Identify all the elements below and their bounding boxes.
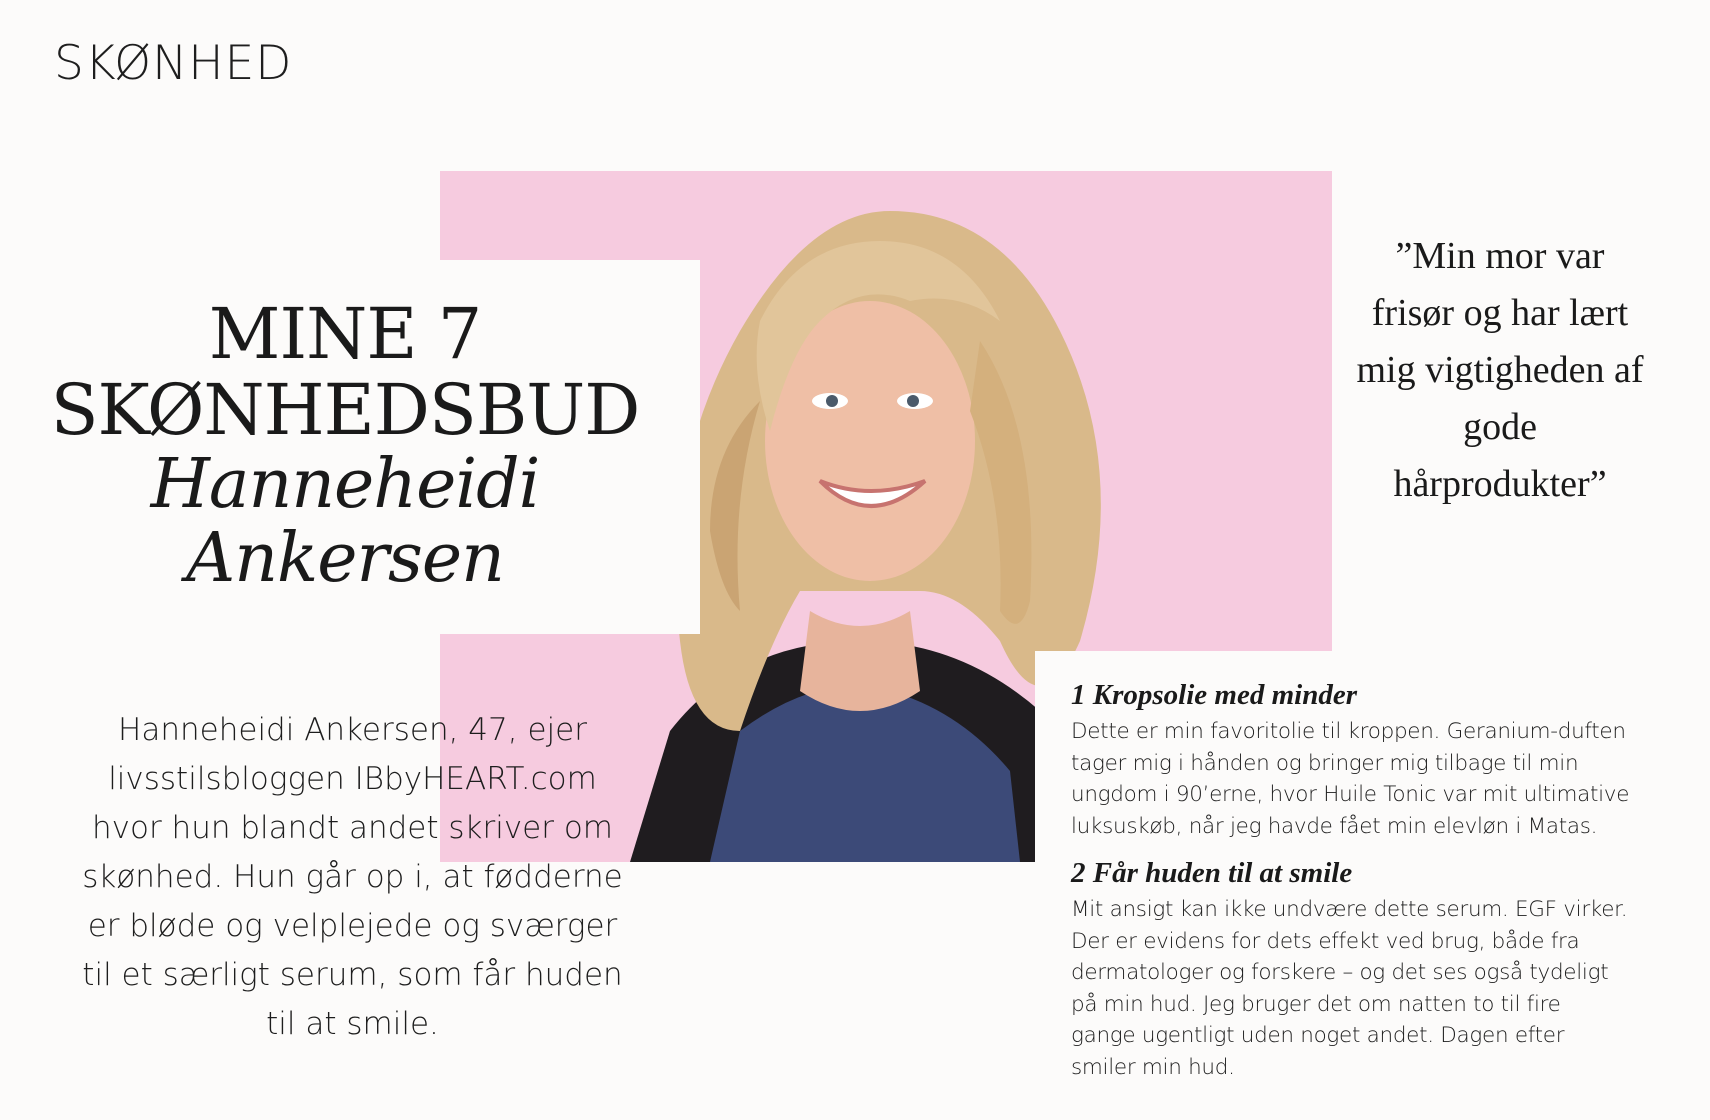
tip-body: Mit ansigt kan ikke undvære dette serum. EGF virker. Der er evidens for dets effekt ved brug, både fra dermatologer og forskere – og det ses også tydeligt på min hud. Jeg bruger det om natten to til fire gange ugentligt uden noget andet. Dagen efter smiler min hud. (1071, 897, 1628, 1080)
tip-heading: 2 Får huden til at smile (1071, 857, 1353, 889)
tip-heading: 1 Kropsolie med minder (1071, 679, 1357, 711)
section-label: SKØNHED (54, 36, 293, 91)
tip-body: Dette er min favoritolie til kroppen. Geranium-duften tager mig i hånden og bringer mig tilbage til min ungdom i 90’erne, hvor Huile Tonic var mit ultimative luksuskøb, når jeg havde fået min elevløn i Matas. (1071, 719, 1630, 839)
pull-quote: ”Min mor var frisør og har lært mig vigtigheden af gode hårprodukter” (1356, 235, 1644, 505)
tip-item (1071, 678, 1631, 842)
tip-item (1071, 856, 1631, 1083)
title-line-2: SKØNHEDSBUD (50, 369, 640, 451)
article-title (20, 293, 670, 598)
title-line-1: MINE 7 (208, 293, 482, 375)
title-name-line-2: Ankersen (186, 519, 504, 598)
beauty-tips-list (1071, 678, 1631, 1097)
title-name-line-1: Hanneheidi (150, 445, 540, 524)
intro-text: Hanneheidi Ankersen, 47, ejer livsstilsbloggen IBbyHEART.com hvor hun blandt andet skriver om skønhed. Hun går op i, at fødderne er bløde og velplejede og sværger til et særligt serum, som får huden til at smile. (82, 712, 623, 1042)
